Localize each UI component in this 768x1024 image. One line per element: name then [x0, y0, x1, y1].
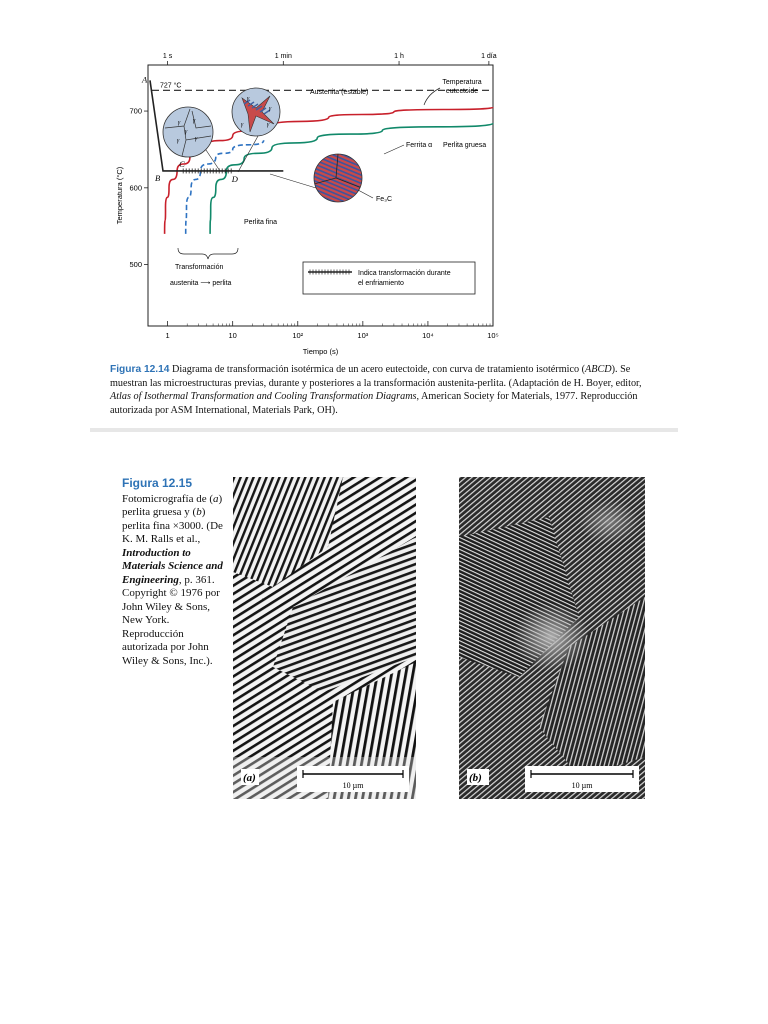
section-divider — [90, 428, 678, 432]
transformation-brace — [178, 248, 238, 259]
pointer-line — [358, 190, 373, 198]
legend-text: Indica transformación durante — [358, 270, 451, 277]
label-perlita-gruesa: Perlita gruesa — [443, 142, 487, 149]
micrograph-fine-pearlite — [459, 477, 645, 799]
panel-b-label: (b) — [469, 772, 482, 784]
label-transformacion: Transformación — [175, 264, 224, 271]
gamma-label: γ — [176, 138, 180, 144]
colony-highlight — [513, 603, 589, 671]
scale-bar-label: 10 µm — [342, 781, 364, 790]
top-tick-label: 1 h — [394, 53, 404, 60]
pointer-line — [270, 174, 316, 188]
label-B: B — [154, 172, 161, 183]
micrograph-coarse-pearlite — [233, 477, 416, 799]
caption-text: Diagrama de transformación isotérmica de un acero eutectoide, con curva de tratamiento isotérmico ( — [169, 364, 585, 375]
label-temperatura-eutectoide: eutectoide — [445, 88, 479, 95]
x-tick-label: 10³ — [357, 331, 369, 340]
gamma-label: γ — [266, 122, 270, 128]
legend-text: el enfriamiento — [358, 280, 404, 287]
x-tick-label: 10 — [228, 331, 237, 340]
caption-a: a — [213, 492, 219, 505]
isothermal-transformation-diagram — [110, 50, 510, 360]
x-tick-label: 10² — [292, 331, 304, 340]
gamma-label: γ — [268, 106, 272, 112]
label-ferrita: Ferrita α — [406, 142, 433, 149]
panel-a-label: (a) — [243, 772, 256, 784]
y-tick-label: 700 — [129, 106, 142, 116]
caption-book-title: Atlas of Isothermal Transformation and Cooling Transformation Diagrams — [110, 391, 417, 403]
lamella — [314, 202, 362, 222]
top-tick-label: 1 min — [274, 53, 292, 60]
caption-text: ) perlita fina ×3000. (De K. M. Ralls et al., — [122, 506, 223, 545]
caption-text: ). Se muestran las microestructuras previas, durante y posteriores a la transformación austenita-perlita. (Adaptación de H. Boyer, editor, — [110, 364, 642, 389]
label-temperatura-eutectoide: Temperatura — [442, 79, 482, 86]
label-transformacion: austenita ⟶ perlita — [170, 280, 232, 287]
x-axis-label: Tiempo (s) — [302, 347, 339, 356]
gamma-label: γ — [240, 122, 244, 128]
label-fe3c: Fe₃C — [376, 196, 393, 203]
pointer-line — [384, 145, 404, 154]
colony-highlight — [579, 500, 639, 544]
y-tick-label: 500 — [129, 260, 142, 270]
x-tick-label: 1 — [165, 331, 170, 340]
figure-12-14-label: Figura 12.14 — [110, 364, 170, 375]
figure-12-14-caption — [110, 363, 655, 417]
label-D: D — [231, 173, 238, 184]
lamella — [314, 206, 362, 226]
caption-text: , American Society for Materials, 1977. Reproducción autorizada por ASM International, Materials Park, OH). — [110, 391, 638, 416]
caption-text: Fotomicrografía de ( — [122, 492, 214, 505]
gamma-label: γ — [177, 120, 181, 126]
x-tick-label: 10⁵ — [487, 331, 499, 340]
x-tick-label: 10⁴ — [422, 331, 434, 340]
label-C: C — [179, 158, 185, 169]
caption-abcd: ABCD — [585, 364, 612, 375]
pearlite-lamellae — [314, 126, 362, 230]
gamma-label: γ — [246, 96, 250, 102]
gamma-label: γ — [194, 136, 198, 142]
pointer-line — [206, 150, 220, 171]
label-perlita-fina: Perlita fina — [244, 219, 278, 226]
y-axis-label: Temperatura (°C) — [115, 166, 124, 225]
y-tick-label: 600 — [129, 183, 142, 193]
top-tick-label: 1 s — [162, 53, 173, 60]
gamma-label: γ — [184, 129, 188, 135]
caption-text: , p. 361. Copyright © 1976 por John Wiley & Sons, New York. Reproducción autorizada por John Wiley & Sons, Inc.). — [122, 573, 220, 667]
label-austenita-estable: Austenita (estable) — [310, 89, 369, 96]
lamella — [314, 134, 362, 154]
figure-12-15-label: Figura 12.15 — [122, 476, 193, 490]
caption-book-title: Introduction to Materials Science and Engineering — [122, 546, 223, 586]
scale-bar-label: 10 µm — [571, 781, 593, 790]
lamella — [314, 210, 362, 230]
figure-12-15-caption — [122, 477, 230, 668]
top-tick-label: 1 día — [481, 53, 497, 60]
gamma-label: γ — [192, 118, 196, 124]
legend-box — [303, 262, 475, 294]
caption-b: b — [196, 506, 202, 518]
lamella — [314, 130, 362, 150]
label-A: A — [142, 74, 148, 85]
caption-text: ) perlita gruesa y ( — [122, 492, 223, 518]
label-727: 727 °C — [160, 82, 182, 90]
